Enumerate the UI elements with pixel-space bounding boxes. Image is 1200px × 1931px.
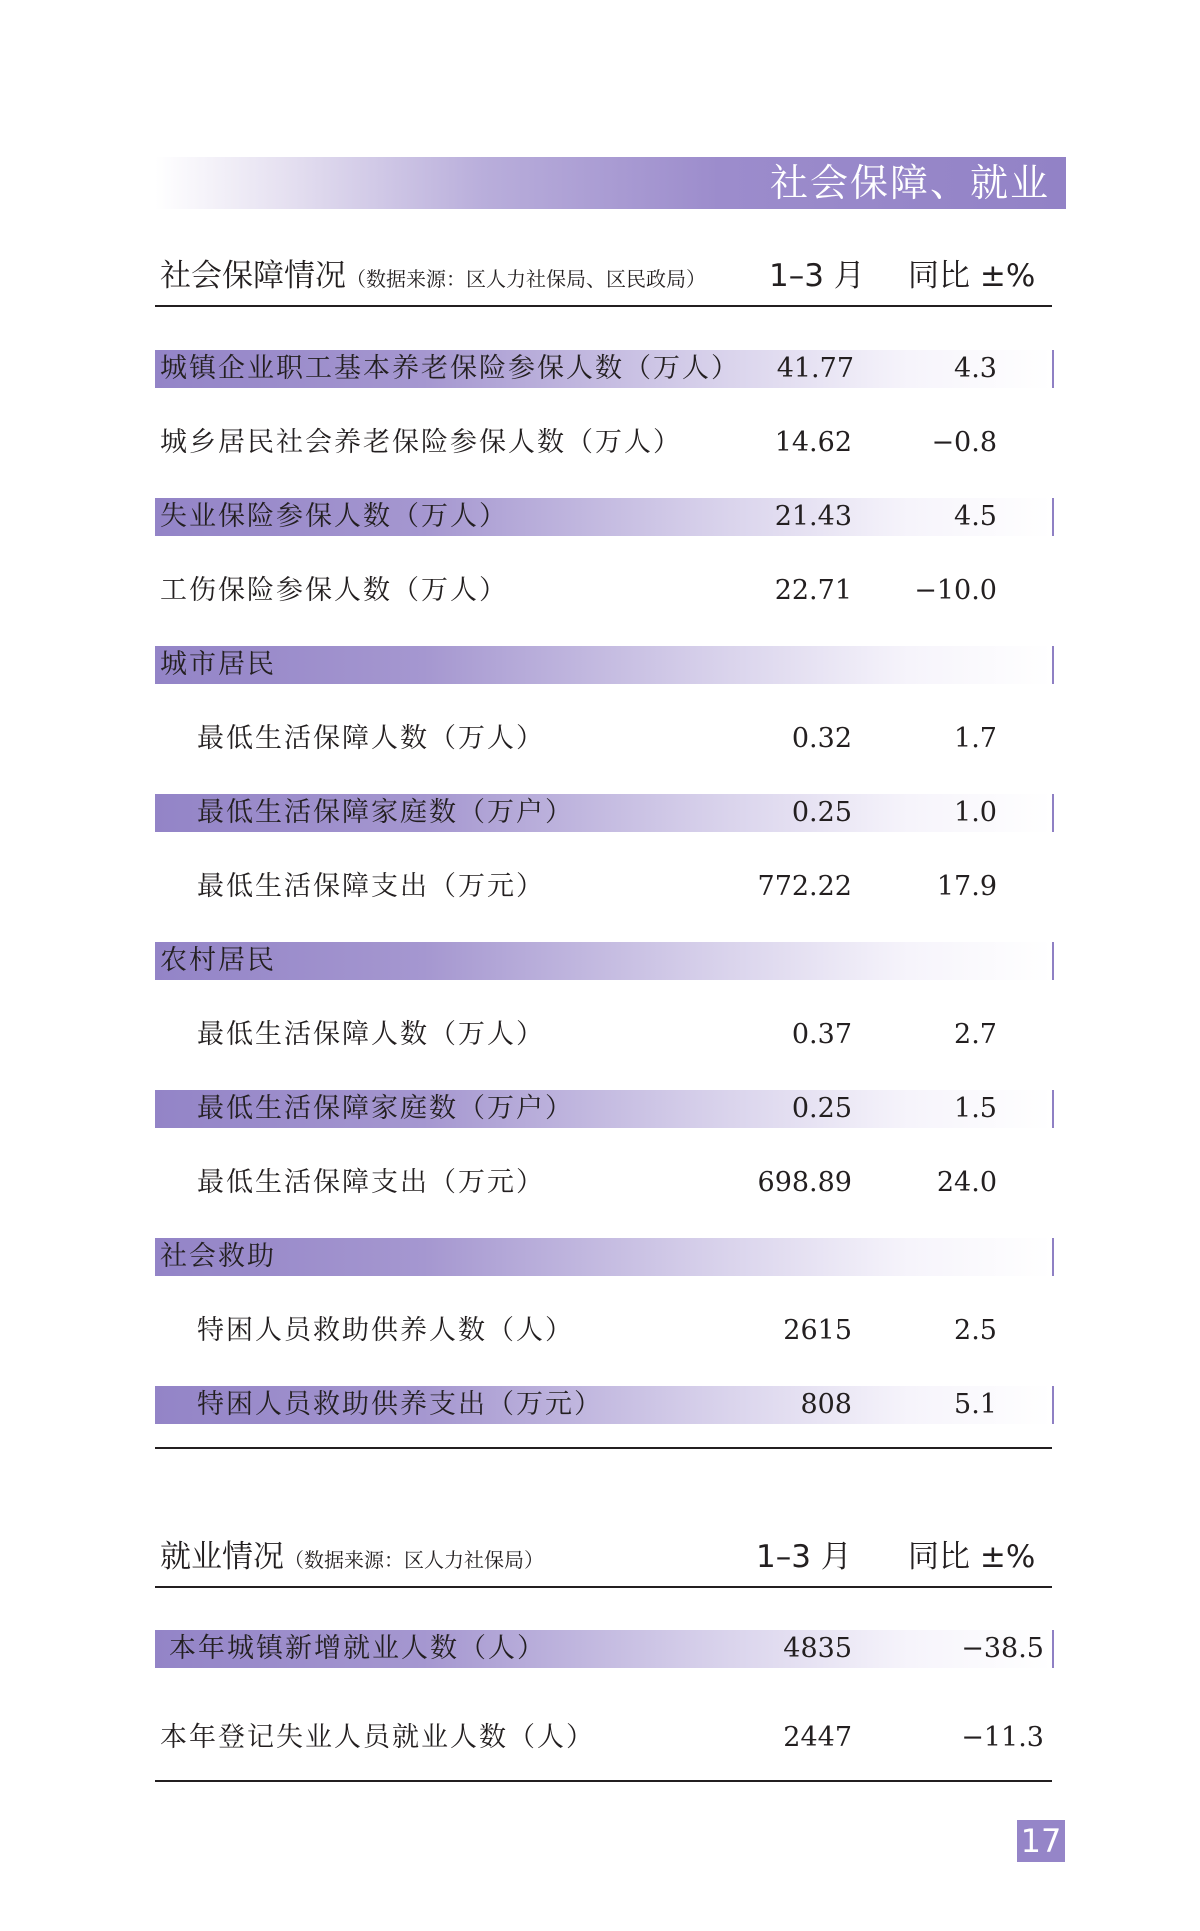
row-label: 最低生活保障支出（万元）	[197, 871, 545, 902]
row-yoy: −0.8	[931, 427, 997, 458]
col-period-header: 1–3 月	[769, 258, 865, 294]
row-value: 0.37	[791, 1019, 852, 1050]
row-value: 21.43	[774, 501, 852, 532]
row-label: 最低生活保障人数（万人）	[197, 1019, 545, 1050]
table-row	[155, 1312, 1052, 1350]
row-value: 41.77	[776, 353, 854, 384]
table-row	[155, 424, 1052, 462]
row-yoy: 4.3	[954, 353, 997, 384]
row-yoy: 24.0	[936, 1167, 997, 1198]
row-yoy: 5.1	[954, 1389, 997, 1420]
row-yoy: 2.5	[954, 1315, 997, 1346]
table-row	[155, 1386, 1054, 1424]
row-yoy: 1.0	[954, 797, 997, 828]
group-label: 农村居民	[160, 945, 276, 976]
table-row	[155, 1090, 1054, 1128]
row-label: 最低生活保障家庭数（万户）	[197, 797, 574, 828]
table-row	[155, 1016, 1052, 1054]
table-row	[155, 498, 1054, 536]
row-yoy: −11.3	[961, 1722, 1044, 1753]
row-value: 808	[800, 1389, 852, 1420]
row-label: 特困人员救助供养支出（万元）	[197, 1389, 603, 1420]
employment-title-text: 就业情况	[160, 1539, 284, 1575]
social-security-source: （数据来源：区人力社保局、区民政局）	[346, 267, 706, 291]
section-banner	[155, 157, 1066, 209]
row-value: 0.25	[791, 797, 852, 828]
row-yoy: −38.5	[961, 1633, 1044, 1664]
table-row	[155, 1164, 1052, 1202]
row-yoy: 4.5	[954, 501, 997, 532]
row-value: 2615	[783, 1315, 852, 1346]
row-value: 772.22	[757, 871, 852, 902]
group-row	[155, 942, 1054, 980]
section-end-rule	[155, 1447, 1052, 1449]
table-row	[155, 1630, 1054, 1668]
row-label: 最低生活保障人数（万人）	[197, 723, 545, 754]
row-value: 22.71	[774, 575, 852, 606]
table-row	[155, 350, 1054, 388]
group-row	[155, 1238, 1054, 1276]
row-label: 本年登记失业人员就业人数（人）	[160, 1722, 595, 1753]
employment-header	[160, 1540, 1052, 1582]
table-row	[155, 572, 1052, 610]
employment-title	[160, 1531, 544, 1576]
row-value: 0.25	[791, 1093, 852, 1124]
row-yoy: 1.7	[954, 723, 997, 754]
social-security-header	[160, 259, 1052, 301]
row-yoy: 2.7	[954, 1019, 997, 1050]
row-yoy: −10.0	[914, 575, 997, 606]
group-row	[155, 646, 1054, 684]
group-label: 社会救助	[160, 1241, 276, 1272]
row-value: 0.32	[791, 723, 852, 754]
section-end-rule	[155, 1780, 1052, 1782]
table-row	[155, 1719, 1052, 1757]
row-value: 14.62	[774, 427, 852, 458]
header-rule	[155, 1586, 1052, 1588]
col-yoy-header: 同比 ±%	[908, 1539, 1036, 1575]
row-yoy: 1.5	[954, 1093, 997, 1124]
row-label: 最低生活保障家庭数（万户）	[197, 1093, 574, 1124]
col-yoy-header: 同比 ±%	[908, 258, 1036, 294]
group-label: 城市居民	[160, 649, 276, 680]
table-row	[155, 720, 1052, 758]
row-label: 最低生活保障支出（万元）	[197, 1167, 545, 1198]
row-value: 4835	[783, 1633, 852, 1664]
header-rule	[155, 305, 1052, 307]
employment-source: （数据来源：区人力社保局）	[284, 1548, 544, 1572]
row-label: 特困人员救助供养人数（人）	[197, 1315, 574, 1346]
table-row	[155, 868, 1052, 906]
row-yoy: 17.9	[936, 871, 997, 902]
row-label: 失业保险参保人数（万人）	[160, 501, 508, 532]
social-security-title	[160, 250, 706, 295]
col-period-header: 1–3 月	[756, 1539, 852, 1575]
row-value: 2447	[783, 1722, 852, 1753]
row-label: 城乡居民社会养老保险参保人数（万人）	[160, 427, 682, 458]
social-security-title-text: 社会保障情况	[160, 258, 346, 294]
page-number: 17	[1017, 1820, 1065, 1862]
row-label: 工伤保险参保人数（万人）	[160, 575, 508, 606]
banner-title: 社会保障、就业	[769, 161, 1050, 205]
table-row	[155, 794, 1054, 832]
row-label: 城镇企业职工基本养老保险参保人数（万人）	[160, 353, 740, 384]
row-value: 698.89	[757, 1167, 852, 1198]
row-label: 本年城镇新增就业人数（人）	[169, 1633, 546, 1664]
